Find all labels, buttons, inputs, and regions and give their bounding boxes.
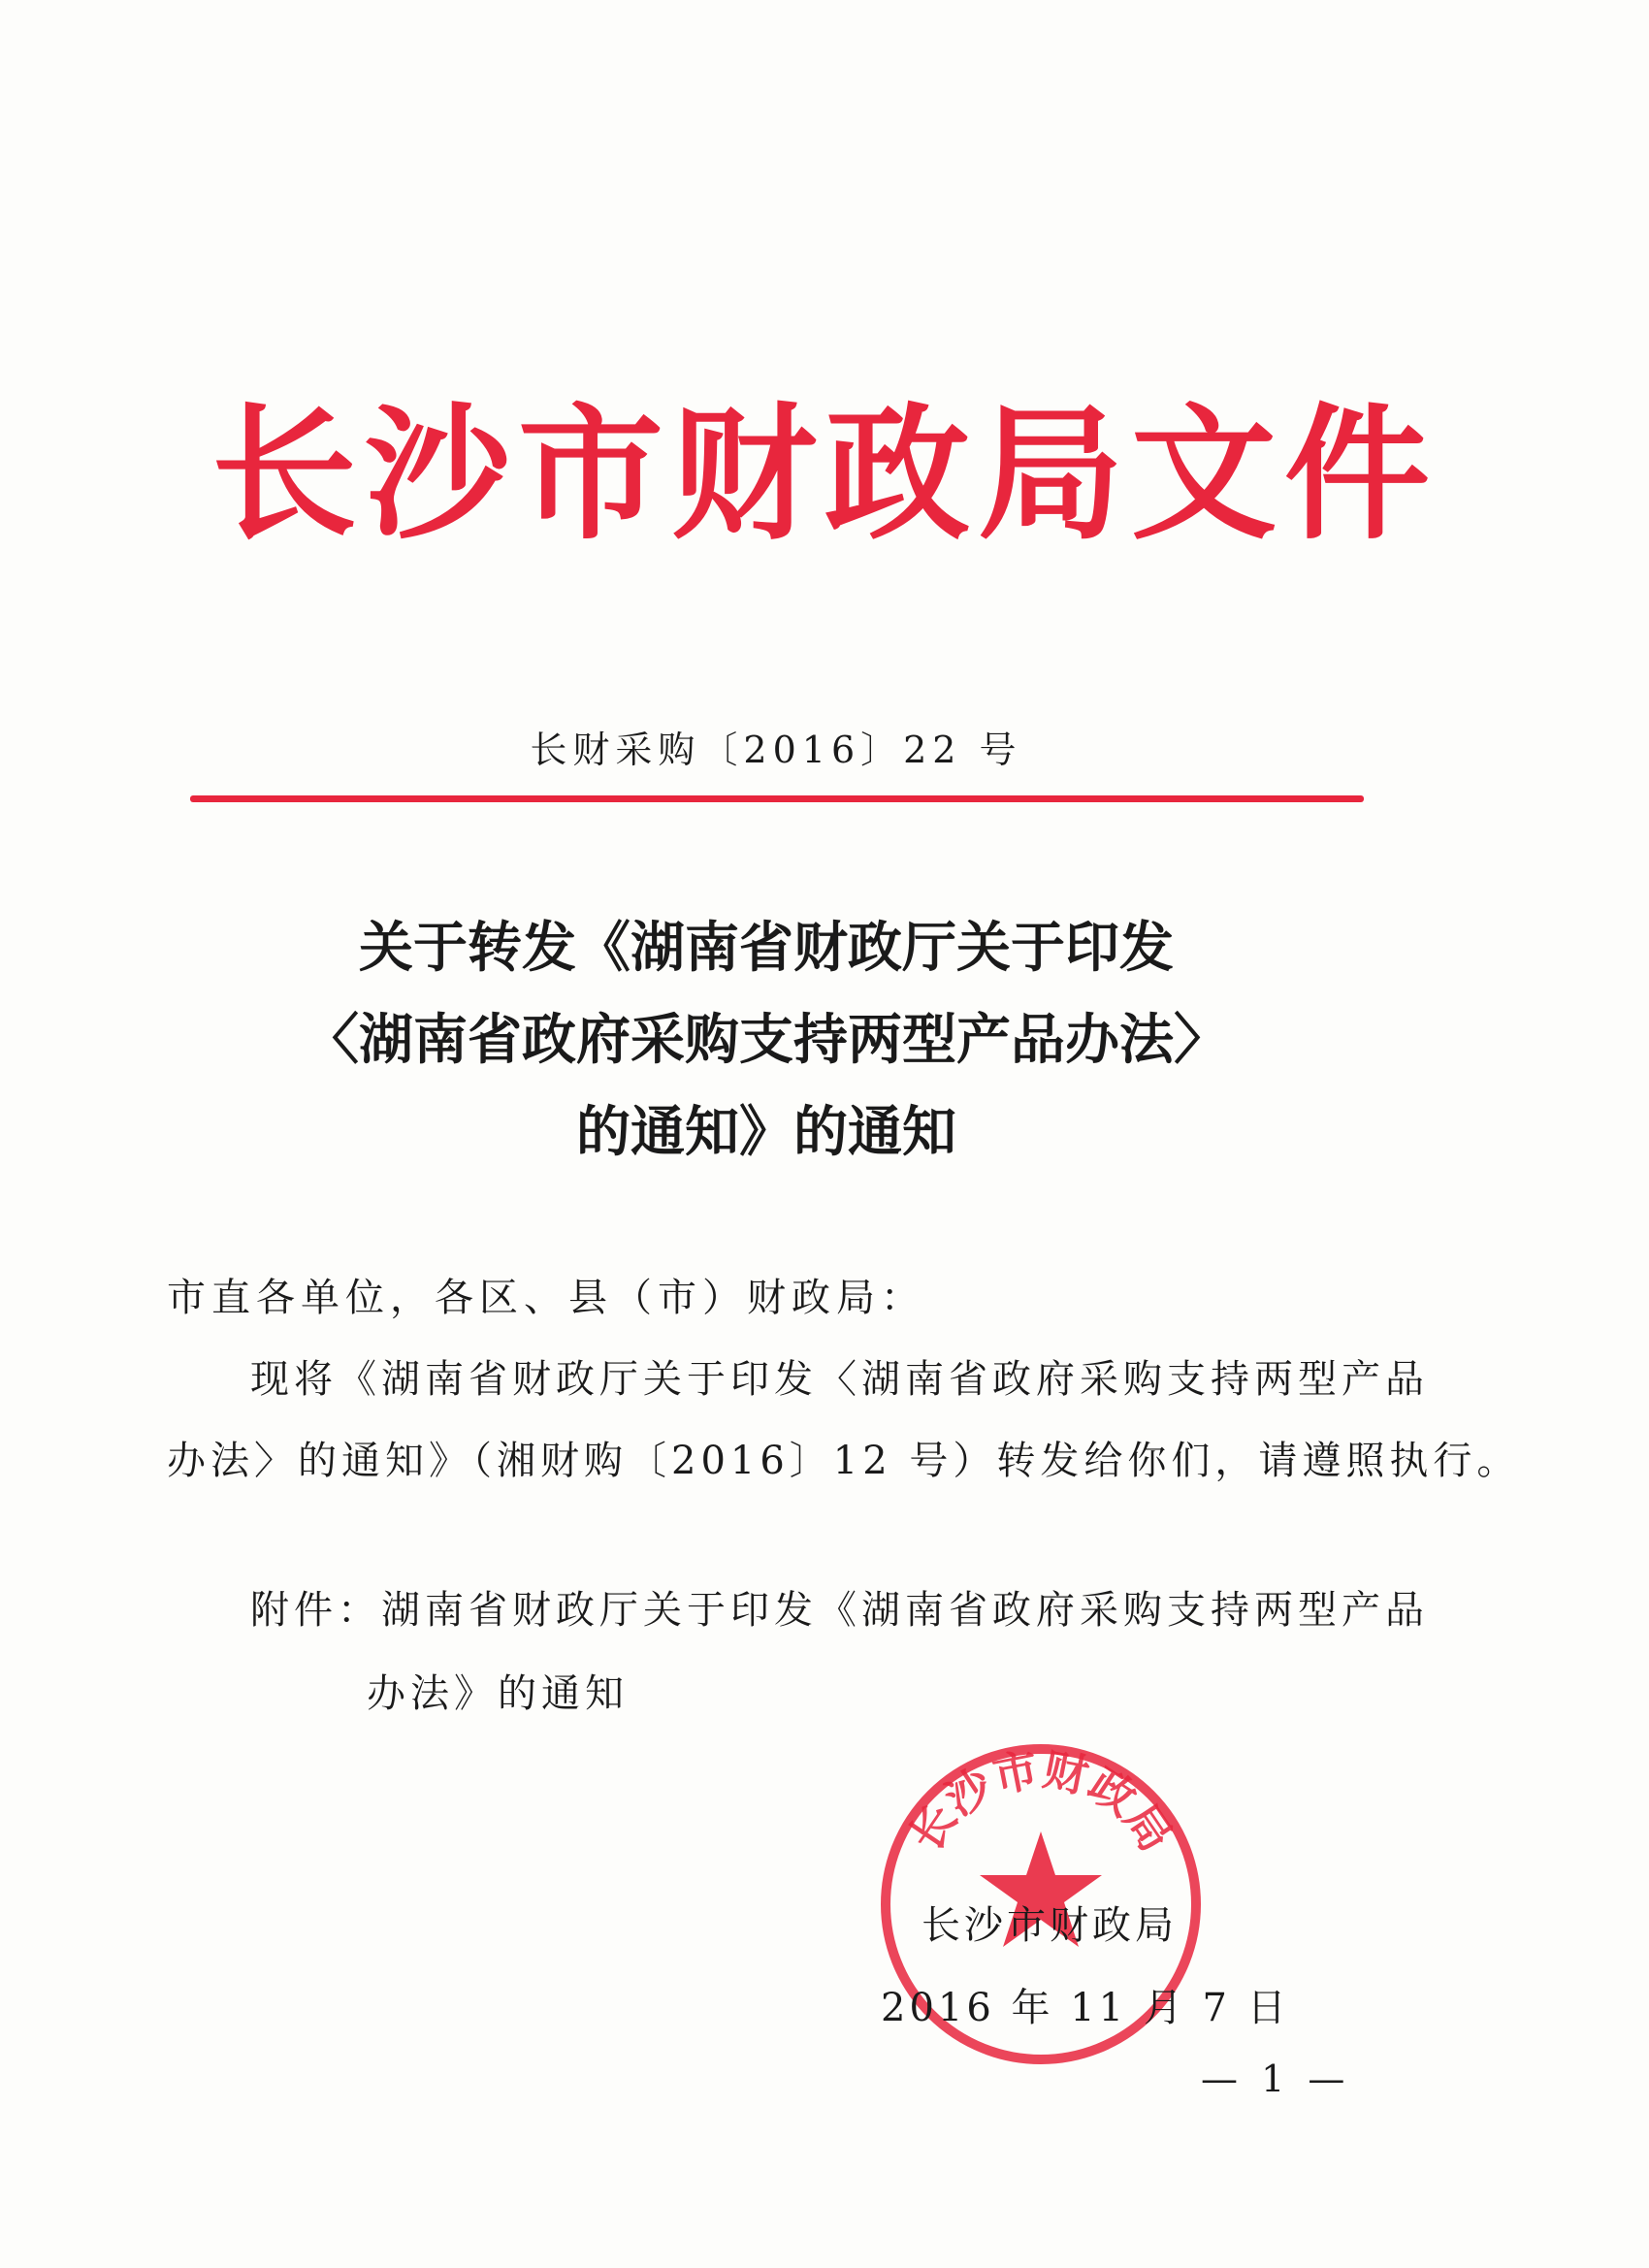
body-paragraph-line-1: 现将《湖南省财政厅关于印发〈湖南省政府采购支持两型产品	[250, 1357, 1429, 1402]
subject-line-1: 关于转发《湖南省财政厅关于印发	[359, 916, 1174, 980]
recipient-line: 市直各单位，各区、县（市）财政局：	[167, 1276, 925, 1320]
issuer-name: 长沙市财政局	[922, 1903, 1178, 1948]
subject-line-3: 的通知》的通知	[576, 1100, 956, 1164]
issue-date: 2016 年 11 月 7 日	[881, 1986, 1290, 2030]
attachment-line-2: 办法》的通知	[367, 1671, 629, 1716]
document-subject	[0, 902, 1533, 1179]
document-number: 长财采购〔2016〕22 号	[530, 729, 1022, 771]
seal-text: 长沙市财政局	[898, 1742, 1183, 1862]
body-paragraph-line-2: 办法〉的通知》（湘财购〔2016〕12 号）转发给你们，请遵照执行。	[167, 1439, 1521, 1483]
document-header-title: 长沙市财政局文件	[210, 391, 1438, 560]
header-red-rule	[190, 795, 1364, 802]
subject-line-2: 〈湖南省政府采购支持两型产品办法〉	[305, 1008, 1228, 1072]
page-number: — 1 —	[1201, 2057, 1351, 2100]
attachment-line-1: 附件：湖南省财政厅关于印发《湖南省政府采购支持两型产品	[250, 1588, 1429, 1633]
